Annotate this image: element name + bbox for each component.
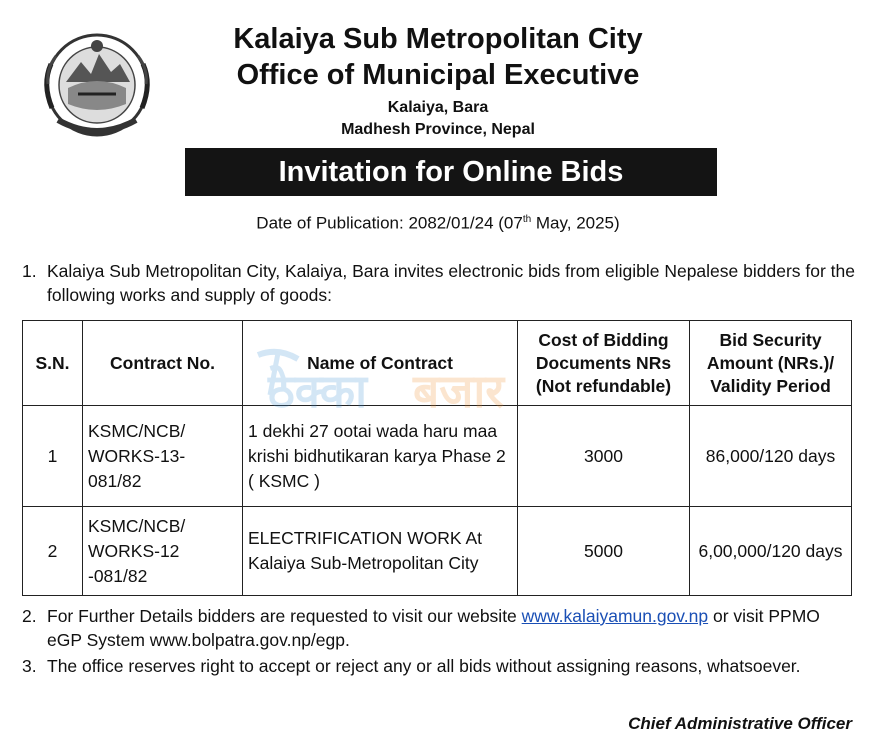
- cell-cost: 5000: [518, 507, 690, 596]
- item-2-text-after: or visit PPMO eGP System www.bolpatra.gov.np/egp.: [47, 606, 820, 650]
- item-2-text-before: For Further Details bidders are requested to visit our website: [47, 606, 522, 626]
- cell-contract-no: KSMC/NCB/ WORKS-13-081/82: [83, 406, 243, 507]
- table-row: [23, 406, 852, 507]
- item-3-text: The office reserves right to accept or reject any or all bids without assigning reasons, whatsoever.: [47, 656, 801, 676]
- cell-contract-no: KSMC/NCB/ WORKS-12 -081/82: [83, 507, 243, 596]
- item-1-text: Kalaiya Sub Metropolitan City, Kalaiya, Bara invites electronic bids from eligible Nepalese bidders for the following works and supply of goods:: [47, 261, 855, 305]
- signature: Chief Administrative Officer: [628, 714, 852, 733]
- publication-date-suffix: May, 2025): [531, 213, 620, 233]
- header-cost: Cost of Bidding Documents NRs (Not refundable): [518, 321, 690, 406]
- item-1-number: 1.: [22, 261, 37, 281]
- item-3-number: 3.: [22, 656, 37, 676]
- cell-sn: 2: [23, 507, 83, 596]
- header-sn: S.N.: [23, 321, 83, 406]
- item-2-text: [47, 604, 857, 652]
- cell-security: 6,00,000/120 days: [690, 507, 852, 596]
- header-contract-no: Contract No.: [83, 321, 243, 406]
- publication-date: [150, 208, 726, 236]
- table-header-row: [23, 321, 852, 406]
- cell-cost: 3000: [518, 406, 690, 507]
- cell-sn: 1: [23, 406, 83, 507]
- nepal-government-emblem-icon: [36, 24, 158, 146]
- cell-security: 86,000/120 days: [690, 406, 852, 507]
- header-name: Name of Contract: [243, 321, 518, 406]
- address-line-2: Madhesh Province, Nepal: [341, 121, 535, 138]
- watermark-text: ठेक्का: [268, 364, 368, 418]
- municipality-title: Kalaiya Sub Metropolitan City: [233, 23, 643, 55]
- website-link[interactable]: www.kalaiyamun.gov.np: [521, 606, 709, 626]
- watermark-text-2: बजार: [413, 364, 505, 418]
- cell-name: 1 dekhi 27 ootai wada haru maa krishi bidhutikaran karya Phase 2 ( KSMC ): [243, 406, 518, 507]
- header-security: Bid Security Amount (NRs.)/ Validity Period: [690, 321, 852, 406]
- address-line-1: Kalaiya, Bara: [387, 99, 489, 116]
- cell-name: ELECTRIFICATION WORK At Kalaiya Sub-Metropolitan City: [243, 507, 518, 596]
- publication-date-prefix: Date of Publication: 2082/01/24 (07: [256, 213, 523, 233]
- office-title: Office of Municipal Executive: [236, 59, 640, 91]
- bids-table: [22, 320, 852, 596]
- item-2-number: 2.: [22, 606, 37, 626]
- table-row: [23, 507, 852, 596]
- publication-date-sup: th: [522, 214, 532, 225]
- notice-banner: Invitation for Online Bids: [185, 148, 717, 196]
